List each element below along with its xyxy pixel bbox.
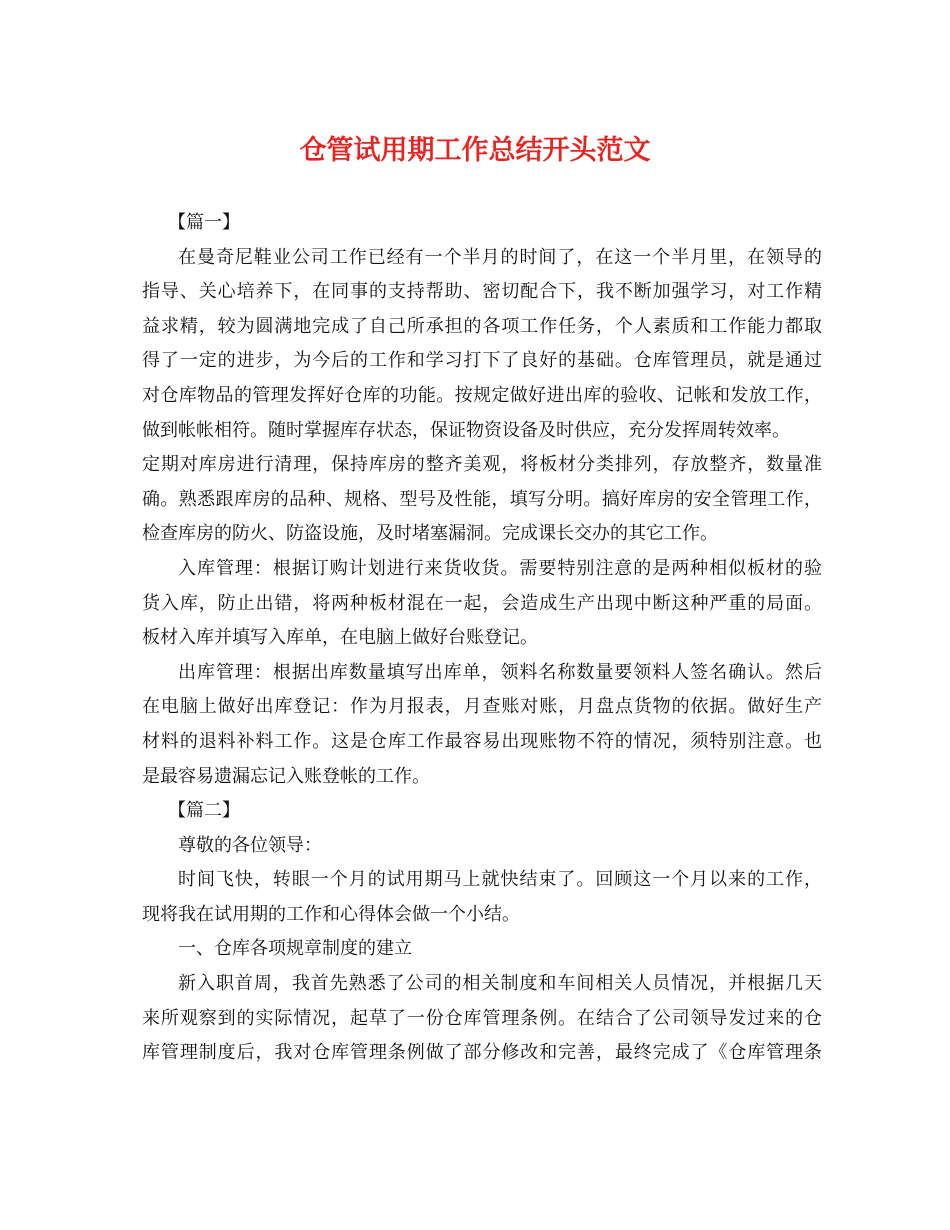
paragraph-line: 板材入库并填写入库单，在电脑上做好台账登记。 [142,627,538,649]
paragraph-line: 对仓库物品的管理发挥好仓库的功能。按规定做好进出库的验收、记帐和发放工作， [142,384,822,406]
paragraph-line: 尊敬的各位领导： [178,834,322,856]
paragraph-line: 材料的退料补料工作。这是仓库工作最容易出现账物不符的情况，须特别注意。也 [142,730,822,752]
paragraph-line: 是最容易遗漏忘记入账登帐的工作。 [142,765,430,787]
paragraph-line: 库管理制度后，我对仓库管理条例做了部分修改和完善，最终完成了《仓库管理条 [142,1042,822,1064]
section-heading: 【篇二】 [168,800,240,822]
section-heading: 【篇一】 [168,212,240,233]
paragraph-line: 益求精，较为圆满地完成了自己所承担的各项工作任务，个人素质和工作能力都取 [142,315,822,337]
document-body [142,206,822,1071]
paragraph-line: 在电脑上做好出库登记：作为月报表，月查账对账，月盘点货物的依据。做好生产 [142,696,822,718]
paragraph-line: 入库管理：根据订购计划进行来货收货。需要特别注意的是两种相似板材的验 [178,557,822,579]
paragraph-line: 确。熟悉跟库房的品种、规格、型号及性能，填写分明。搞好库房的安全管理工作， [142,488,822,510]
paragraph-line: 货入库，防止出错，将两种板材混在一起，会造成生产出现中断这种严重的局面。 [142,592,822,614]
paragraph-line: 指导、关心培养下，在同事的支持帮助、密切配合下，我不断加强学习，对工作精 [142,281,822,303]
paragraph-line: 在曼奇尼鞋业公司工作已经有一个半月的时间了，在这一个半月里，在领导的 [178,246,822,268]
paragraph-line: 一、仓库各项规章制度的建立 [178,938,412,960]
document-title: 仓管试用期工作总结开头范文 [299,135,651,166]
paragraph-line: 新入职首周，我首先熟悉了公司的相关制度和车间相关人员情况，并根据几天 [178,973,822,995]
paragraph-line: 时间飞快，转眼一个月的试用期马上就快结束了。回顾这一个月以来的工作， [178,869,822,891]
paragraph-line: 出库管理：根据出库数量填写出库单，领料名称数量要领料人签名确认。然后 [178,661,822,683]
paragraph-line: 做到帐帐相符。随时掌握库存状态，保证物资设备及时供应，充分发挥周转效率。 [142,419,790,441]
paragraph-line: 现将我在试用期的工作和心得体会做一个小结。 [142,903,520,925]
paragraph-line: 得了一定的进步，为今后的工作和学习打下了良好的基础。仓库管理员，就是通过 [142,350,822,372]
paragraph-line: 定期对库房进行清理，保持库房的整齐美观，将板材分类排列，存放整齐，数量准 [142,454,822,476]
paragraph-line: 检查库房的防火、防盗设施，及时堵塞漏洞。完成课长交办的其它工作。 [142,523,718,545]
paragraph-line: 来所观察到的实际情况，起草了一份仓库管理条例。在结合了公司领导发过来的仓 [142,1007,822,1029]
